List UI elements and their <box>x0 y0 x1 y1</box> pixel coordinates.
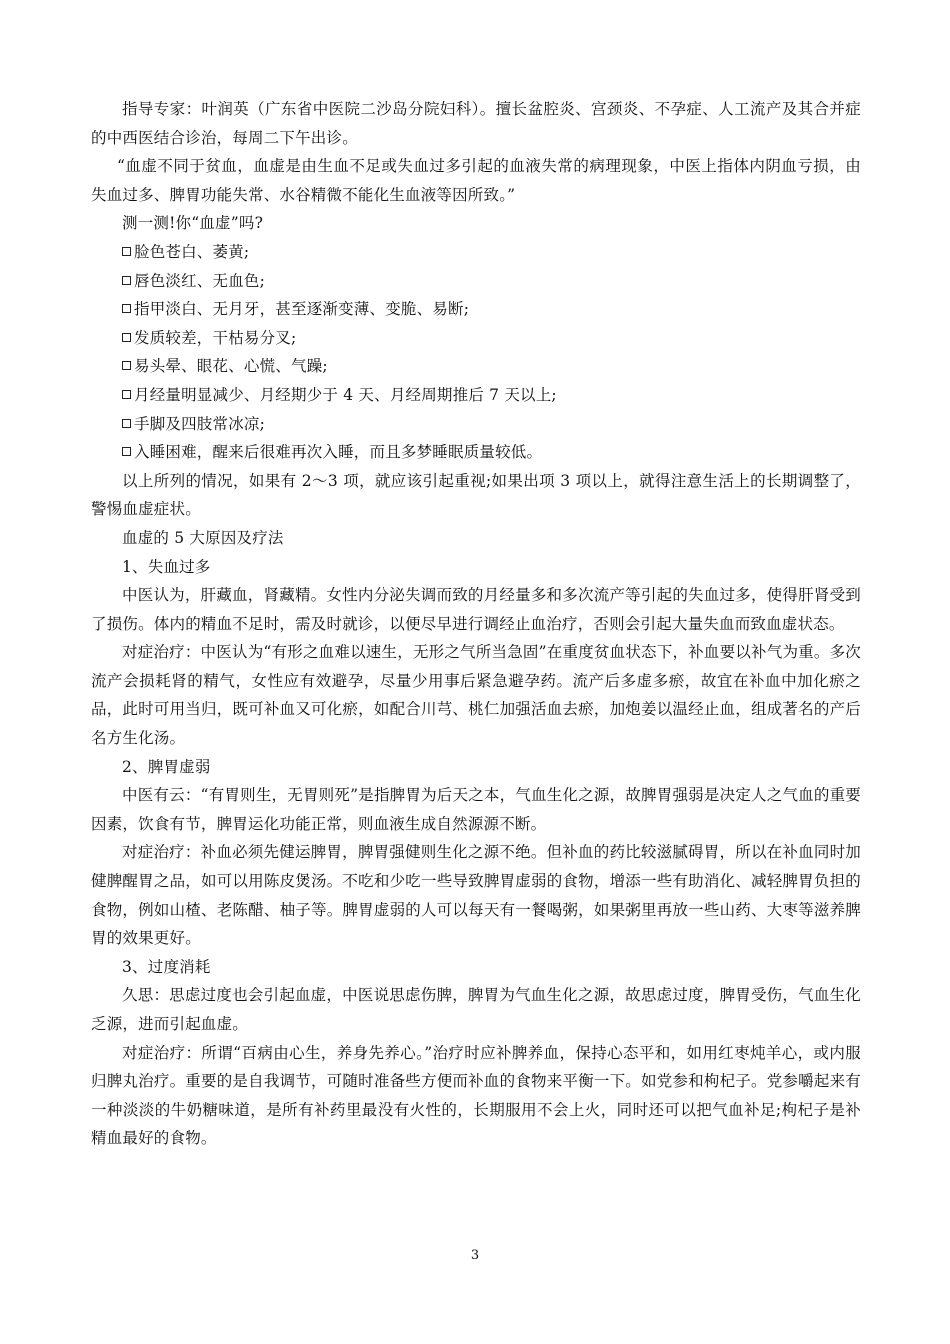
checkbox-icon <box>122 304 131 313</box>
document-body <box>91 95 861 1153</box>
paragraph: 对症治疗：中医认为“有形之血难以速生，无形之气所当急固”在重度贫血状态下，补血要以补气为重。多次流产会损耗肾的精气，女性应有效避孕，尽量少用事后紧急避孕药。流产后多虚多瘀，故宜在补血中加化瘀之品，此时可用当归，既可补血又可化瘀，如配合川芎、桃仁加强活血去瘀，加炮姜以温经止血，组成著名的产后名方生化汤。 <box>91 643 861 748</box>
checklist-item-text: 脸色苍白、萎黄; <box>134 242 250 261</box>
checklist-item-text: 指甲淡白、无月牙，甚至逐渐变薄、变脆、易断; <box>134 300 470 319</box>
paragraph: 对症治疗：所谓“百病由心生，养身先养心。”治疗时应补脾养血，保持心态平和，如用红枣炖羊心，或内服归脾丸治疗。重要的是自我调节，可随时准备些方便而补血的食物来平衡一下。如党参和枸杞子。党参嚼起来有一种淡淡的牛奶糖味道，是所有补药里最没有火性的，长期服用不会上火，同时还可以把气血补足;枸杞子是补精血最好的食物。 <box>91 1043 861 1148</box>
checklist-item <box>91 324 861 353</box>
checklist-item <box>91 295 861 324</box>
paragraph: 中医认为，肝藏血，肾藏精。女性内分泌失调而致的月经量多和多次流产等引起的失血过多，使得肝肾受到了损伤。体内的精血不足时，需及时就诊，以便尽早进行调经止血治疗，否则会引起大量失血而致血虚状态。 <box>91 586 861 633</box>
expert-info: 指导专家：叶润英（广东省中医院二沙岛分院妇科）。擅长盆腔炎、宫颈炎、不孕症、人工流产及其合并症的中西医结合诊治，每周二下午出诊。 <box>91 100 861 147</box>
section-heading: 3、过度消耗 <box>122 957 211 976</box>
checklist-item <box>91 410 861 439</box>
checkbox-icon <box>122 276 131 285</box>
checklist-item-text: 入睡困难，醒来后很难再次入睡，而且多梦睡眠质量较低。 <box>134 443 543 462</box>
checklist-item-text: 手脚及四肢常冰凉; <box>134 414 266 433</box>
checklist-item <box>91 352 861 381</box>
checkbox-icon <box>122 447 131 456</box>
checklist-item-text: 易头晕、眼花、心慌、气躁; <box>134 357 328 376</box>
checklist-item <box>91 438 861 467</box>
section-heading: 2、脾胃虚弱 <box>122 757 211 776</box>
checklist-summary: 以上所列的情况，如果有 2～3 项，就应该引起重视;如果出项 3 项以上，就得注意生活上的长期调整了，警惕血虚症状。 <box>91 471 861 519</box>
checklist-item <box>91 238 861 267</box>
checklist-item-text: 发质较差，干枯易分叉; <box>134 328 297 347</box>
section-heading: 1、失血过多 <box>122 557 211 576</box>
checkbox-icon <box>122 419 131 428</box>
checklist-item <box>91 381 861 410</box>
checkbox-icon <box>122 361 131 370</box>
intro-quote: “血虚不同于贫血，血虚是由生血不足或失血过多引起的血液失常的病理现象，中医上指体内阴血亏损，由失血过多、脾胃功能失常、水谷精微不能化生血液等因所致。” <box>91 157 861 204</box>
checklist-item-text: 月经量明显减少、月经期少于 4 天、月经周期推后 7 天以上; <box>134 385 557 404</box>
checkbox-icon <box>122 333 131 342</box>
section-title: 血虚的 5 大原因及疗法 <box>122 528 284 547</box>
checkbox-icon <box>122 247 131 256</box>
checklist-item <box>91 267 861 296</box>
checklist-item-text: 唇色淡红、无血色; <box>134 271 266 290</box>
checkbox-icon <box>122 390 131 399</box>
paragraph: 久思：思虑过度也会引起血虚，中医说思虑伤脾，脾胃为气血生化之源，故思虑过度，脾胃受伤，气血生化乏源，进而引起血虚。 <box>91 986 861 1033</box>
quiz-title: 测一测!你“血虚”吗? <box>122 214 264 233</box>
paragraph: 中医有云：“有胃则生，无胃则死”是指脾胃为后天之本，气血生化之源，故脾胃强弱是决定人之气血的重要因素，饮食有节，脾胃运化功能正常，则血液生成自然源源不断。 <box>91 786 861 833</box>
page-number: 3 <box>470 1248 480 1263</box>
paragraph: 对症治疗：补血必须先健运脾胃，脾胃强健则生化之源不绝。但补血的药比较滋腻碍胃，所以在补血同时加健脾醒胃之品，如可以用陈皮煲汤。不吃和少吃一些导致脾胃虚弱的食物，增添一些有助消化、减轻脾胃负担的食物，例如山楂、老陈醋、柚子等。脾胃虚弱的人可以每天有一餐喝粥，如果粥里再放一些山药、大枣等滋养脾胃的效果更好。 <box>91 843 861 948</box>
